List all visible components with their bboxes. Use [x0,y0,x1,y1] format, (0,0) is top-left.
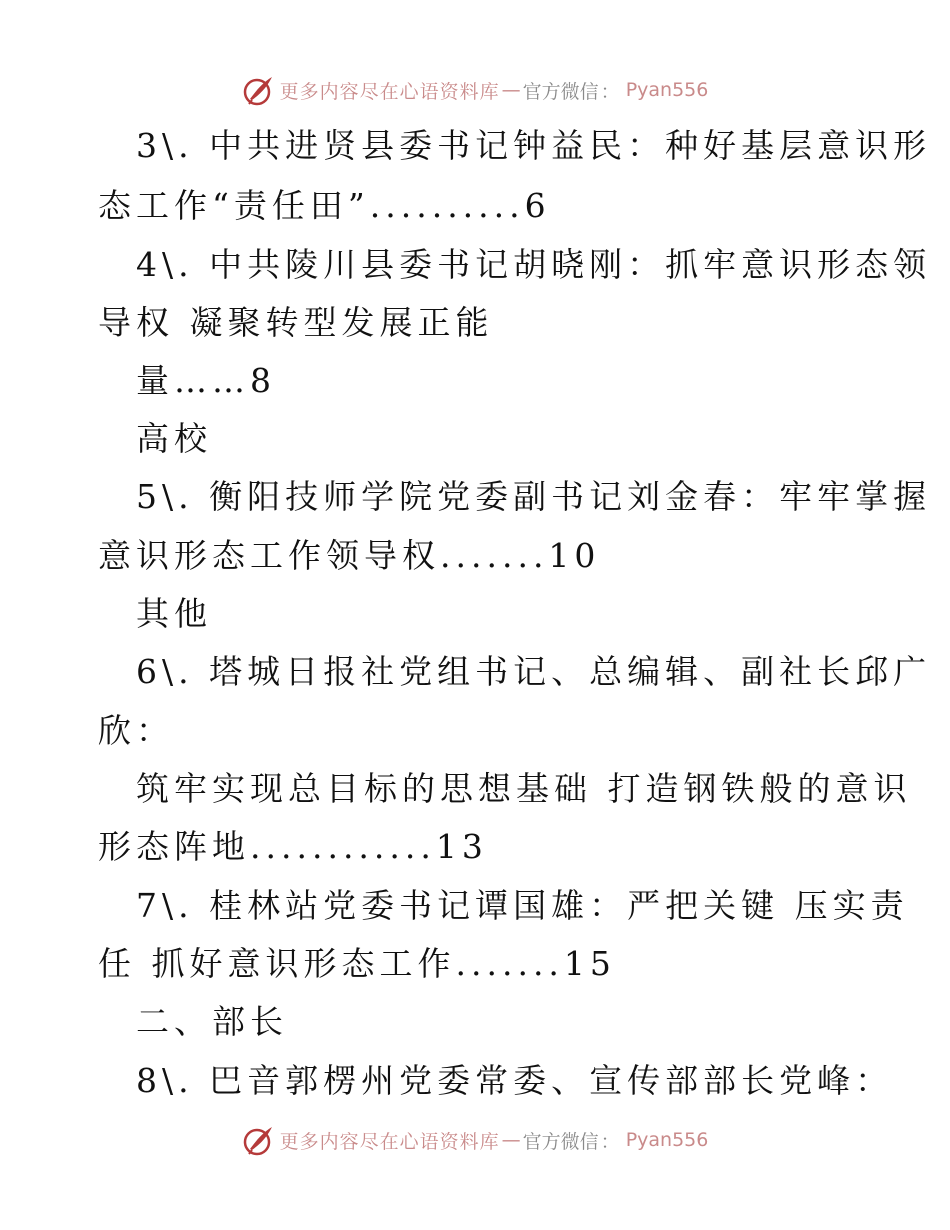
watermark-separator: ： [600,80,620,103]
toc-line: 6\. 塔城日报社党组书记、总编辑、副社长邱广 [136,652,932,691]
watermark-label: 官方微信 [522,80,599,103]
toc-line: 意识形态工作领导权.......10 [98,536,601,575]
quill-logo-icon [242,1123,276,1157]
toc-line: 态工作“责任田”..........6 [98,186,551,225]
watermark-wechat-id: Pyan556 [625,79,709,101]
section-heading: 二、部长 [136,1002,288,1041]
toc-line: 量……8 [136,361,276,400]
watermark-dash: — [501,1129,521,1151]
toc-line: 筑牢实现总目标的思想基础 打造钢铁般的意识 [136,769,912,808]
toc-line: 导权 凝聚转型发展正能 [98,303,494,342]
watermark-label: 官方微信 [522,1130,599,1153]
header-watermark [0,70,950,110]
watermark-dash: — [501,79,521,101]
quill-logo-icon [242,73,276,107]
watermark-main-text: 更多内容尽在心语资料库 [279,1130,500,1153]
toc-line: 欣： [98,711,174,750]
toc-line: 8\. 巴音郭楞州党委常委、宣传部部长党峰： [136,1061,894,1100]
toc-line: 4\. 中共陵川县委书记胡晓刚：抓牢意识形态领 [136,245,932,284]
toc-line: 5\. 衡阳技师学院党委副书记刘金春：牢牢掌握 [136,477,932,516]
watermark-main-text: 更多内容尽在心语资料库 [279,80,500,103]
watermark-wechat-id: Pyan556 [625,1129,709,1151]
section-heading: 高校 [136,419,212,458]
toc-line: 3\. 中共进贤县委书记钟益民：种好基层意识形 [136,126,932,165]
footer-watermark [0,1120,950,1160]
watermark-separator: ： [600,1130,620,1153]
toc-line: 7\. 桂林站党委书记谭国雄：严把关键 压实责 [136,886,909,925]
toc-line: 形态阵地............13 [98,827,488,866]
section-heading: 其他 [136,594,212,633]
toc-line: 任 抓好意识形态工作.......15 [98,944,616,983]
